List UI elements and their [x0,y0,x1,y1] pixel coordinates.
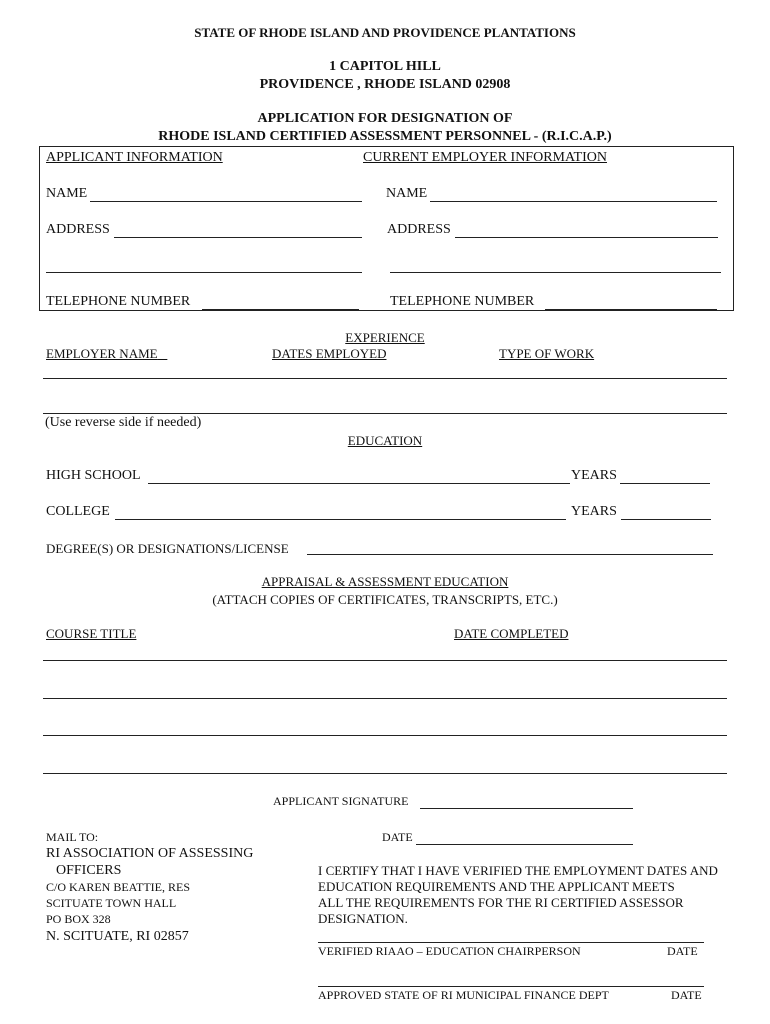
course-row[interactable] [43,698,727,699]
verified-chairperson-label: VERIFIED RIAAO – EDUCATION CHAIRPERSON [318,944,581,958]
verified-date-label: DATE [667,944,698,958]
applicant-signature-field[interactable] [420,808,633,809]
high-school-label: HIGH SCHOOL [46,468,141,483]
employer-address-line-2[interactable] [390,272,721,273]
approved-finance-label: APPROVED STATE OF RI MUNICIPAL FINANCE DEPT [318,988,609,1002]
mail-address-line: OFFICERS [56,863,122,878]
mail-address-line: C/O KAREN BEATTIE, RES [46,880,190,894]
verified-signature-field[interactable] [318,942,704,943]
certify-text-line: ALL THE REQUIREMENTS FOR THE RI CERTIFIED ASSESSOR [318,895,684,910]
employer-address-label: ADDRESS [387,222,451,237]
experience-row[interactable] [43,413,727,414]
certify-text-line: EDUCATION REQUIREMENTS AND THE APPLICANT MEETS [318,879,675,894]
high-school-field[interactable] [148,483,570,484]
applicant-address-field[interactable] [114,237,362,238]
experience-heading: EXPERIENCE [345,330,425,345]
dates-employed-column: DATES EMPLOYED [272,346,387,361]
applicant-address-label: ADDRESS [46,222,110,237]
signature-date-field[interactable] [416,844,633,845]
employer-phone-label: TELEPHONE NUMBER [390,294,535,309]
employer-phone-field[interactable] [545,309,717,310]
college-label: COLLEGE [46,504,110,519]
college-field[interactable] [115,519,566,520]
mail-address-line: N. SCITUATE, RI 02857 [46,929,189,944]
mail-address-line: PO BOX 328 [46,912,111,926]
address-line-1: 1 CAPITOL HILL [329,59,441,74]
college-years-field[interactable] [621,519,711,520]
mail-address-line: SCITUATE TOWN HALL [46,896,177,910]
date-completed-column: DATE COMPLETED [454,626,569,641]
certify-text-line: DESIGNATION. [318,911,408,926]
employer-name-label: NAME [386,186,428,201]
high-school-years-label: YEARS [571,468,617,483]
approved-signature-field[interactable] [318,986,704,987]
applicant-phone-field[interactable] [202,309,359,310]
education-heading: EDUCATION [347,433,423,448]
address-line-2: PROVIDENCE , RHODE ISLAND 02908 [259,77,511,92]
applicant-name-field[interactable] [90,201,362,202]
appraisal-subheading: (ATTACH COPIES OF CERTIFICATES, TRANSCRIPTS, ETC.) [212,592,558,607]
applicant-info-heading: APPLICANT INFORMATION [46,150,223,165]
experience-row[interactable] [43,378,727,379]
state-heading: STATE OF RHODE ISLAND AND PROVIDENCE PLANTATIONS [194,25,576,40]
course-row[interactable] [43,773,727,774]
reverse-side-note: (Use reverse side if needed) [45,415,202,430]
employer-name-field[interactable] [430,201,717,202]
applicant-signature-label: APPLICANT SIGNATURE [273,794,409,808]
form-title-1: APPLICATION FOR DESIGNATION OF [257,111,513,126]
applicant-address-line-2[interactable] [46,272,362,273]
high-school-years-field[interactable] [620,483,710,484]
type-of-work-column: TYPE OF WORK [499,346,595,361]
applicant-phone-label: TELEPHONE NUMBER [46,294,191,309]
degrees-label: DEGREE(S) OR DESIGNATIONS/LICENSE [46,541,289,556]
college-years-label: YEARS [571,504,617,519]
approved-date-label: DATE [671,988,702,1002]
employer-info-heading: CURRENT EMPLOYER INFORMATION [363,150,607,165]
course-row[interactable] [43,660,727,661]
mail-address-line: RI ASSOCIATION OF ASSESSING [46,846,254,861]
signature-date-label: DATE [382,830,413,844]
employer-address-field[interactable] [455,237,718,238]
degrees-field[interactable] [307,554,713,555]
employer-name-column [46,347,167,360]
course-row[interactable] [43,735,727,736]
mail-to-label: MAIL TO: [46,830,99,844]
course-title-column: COURSE TITLE [46,626,137,641]
employer-name-column-label: EMPLOYER NAME [46,346,158,361]
certify-text-line: I CERTIFY THAT I HAVE VERIFIED THE EMPLOYMENT DATES AND [318,863,718,878]
appraisal-heading: APPRAISAL & ASSESSMENT EDUCATION [261,574,509,589]
form-title-2: RHODE ISLAND CERTIFIED ASSESSMENT PERSONNEL - (R.I.C.A.P.) [158,129,612,144]
applicant-name-label: NAME [46,186,88,201]
